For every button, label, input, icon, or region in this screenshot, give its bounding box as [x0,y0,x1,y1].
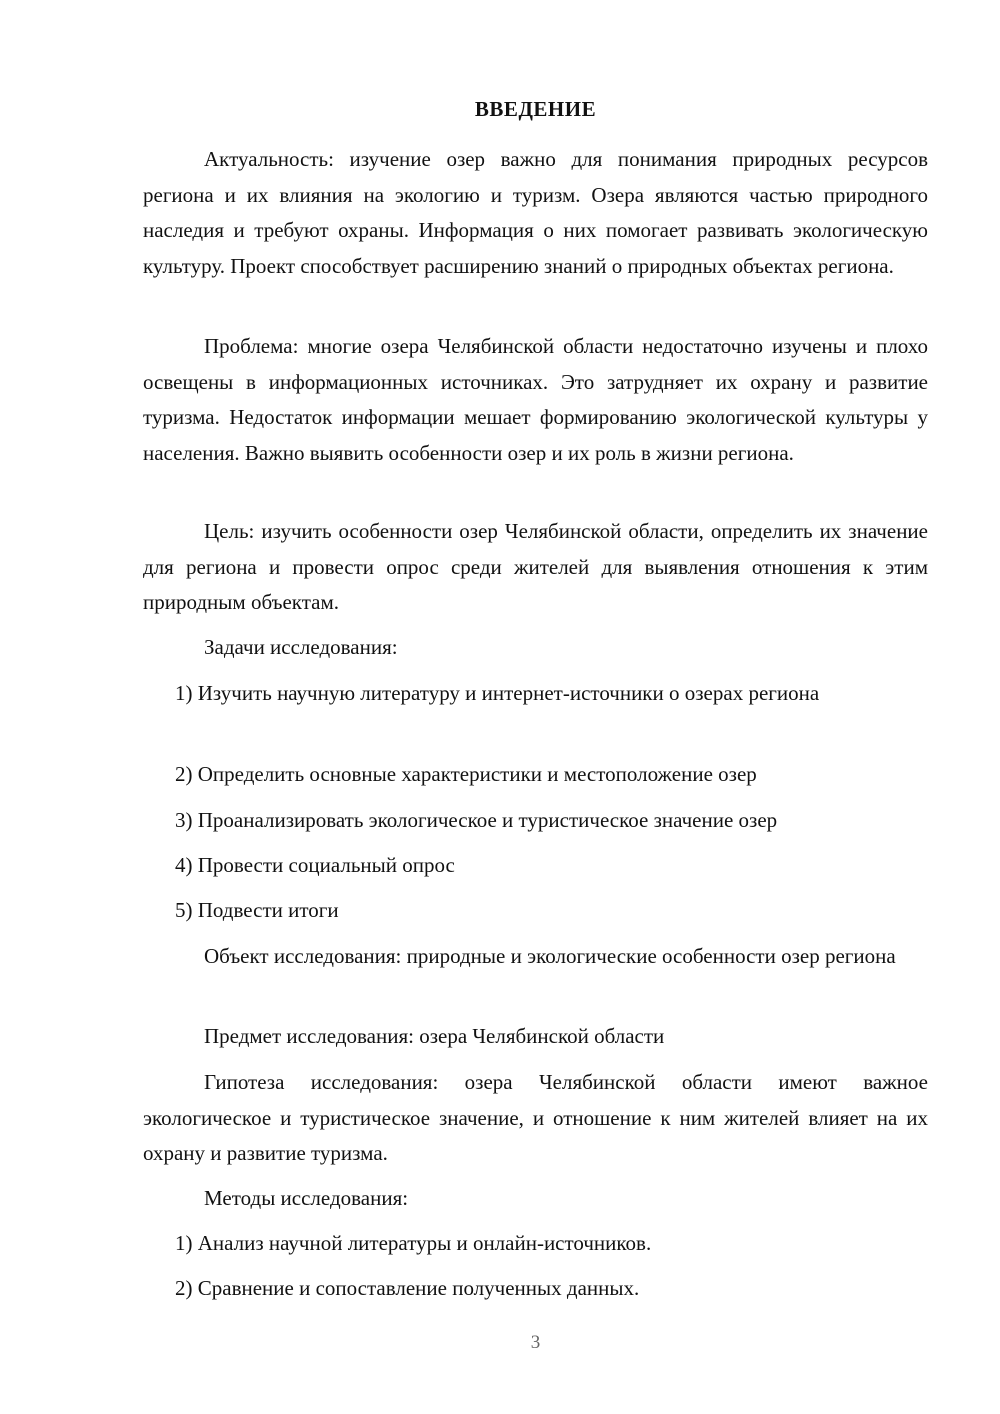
goal-paragraph: Цель: изучить особенности озер Челябинской области, определить их значение для региона и провести опрос среди жителей для выявления отношения к этим природным объектам. [143,519,928,614]
task-item-4: 4) Провести социальный опрос [175,853,455,877]
hypothesis-paragraph: Гипотеза исследования: озера Челябинской области имеют важное экологическое и туристическое значение, и отношение к ним жителей влияет на их охрану и развитие туризма. [143,1070,928,1165]
task-item-3: 3) Проанализировать экологическое и туристическое значение озер [175,808,778,832]
relevance-paragraph: Актуальность: изучение озер важно для понимания природных ресурсов региона и их влияния на экологию и туризм. Озера являются частью природного наследия и требуют охраны. Информация о них помогает развивать экологическую культуру. Проект способствует расширению знаний о природных объектах региона. [143,147,928,278]
problem-paragraph: Проблема: многие озера Челябинской области недостаточно изучены и плохо освещены в информационных источниках. Это затрудняет их охрану и развитие туризма. Недостаток информации мешает формированию экологической культуры у населения. Важно выявить особенности озер и их роль в жизни региона. [143,334,928,465]
document-page [143,0,928,1414]
subject-paragraph: Предмет исследования: озера Челябинской области [204,1024,665,1048]
task-item-2: 2) Определить основные характеристики и местоположение озер [175,762,757,786]
method-item-2: 2) Сравнение и сопоставление полученных данных. [175,1276,640,1300]
page-number: 3 [530,1332,541,1353]
methods-heading: Методы исследования: [204,1186,409,1210]
page-title: ВВЕДЕНИЕ [474,97,597,121]
task-item-1: 1) Изучить научную литературу и интернет-источники о озерах региона [175,681,820,705]
task-item-5: 5) Подвести итоги [175,898,339,922]
method-item-1: 1) Анализ научной литературы и онлайн-источников. [175,1231,652,1255]
tasks-heading: Задачи исследования: [204,635,398,659]
object-paragraph: Объект исследования: природные и экологические особенности озер региона [204,944,896,968]
